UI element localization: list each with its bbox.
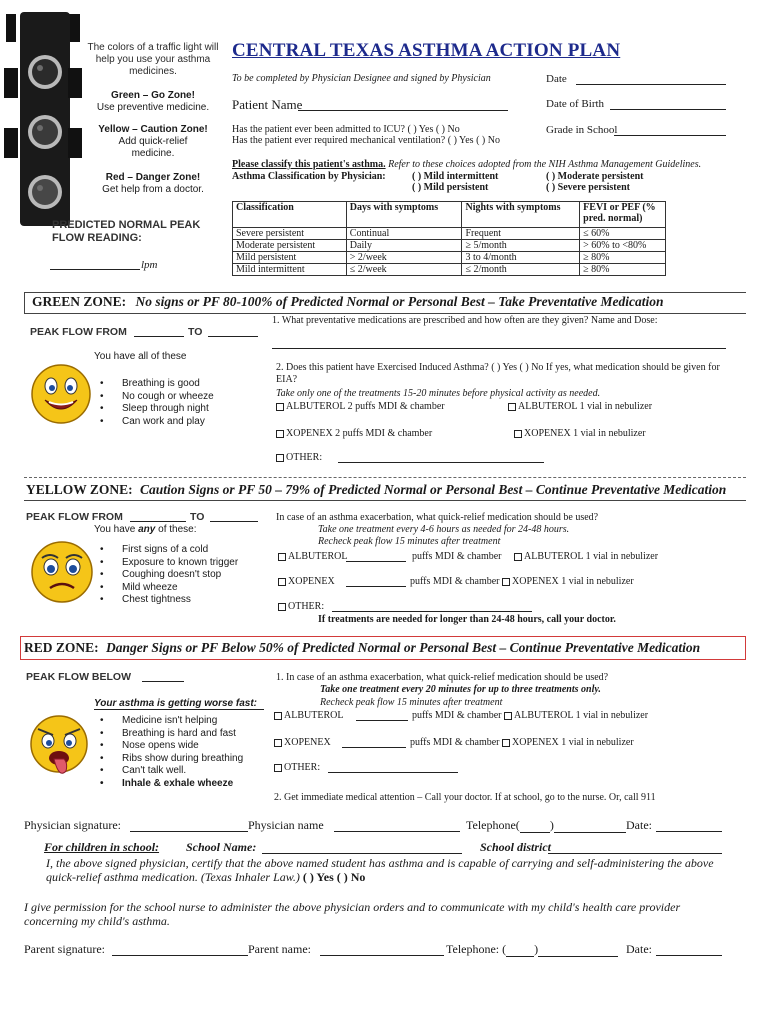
option-label: OTHER:	[284, 762, 321, 773]
checkbox[interactable]	[276, 454, 284, 462]
ventilation-question: Has the patient ever required mechanical ventilation? ( ) Yes ( ) No	[232, 135, 500, 146]
red-albuterol-option[interactable]	[274, 710, 343, 721]
red-other-option[interactable]	[274, 762, 320, 773]
red-worse-fast: Your asthma is getting worse fast:	[94, 698, 257, 709]
grade-label: Grade in School	[546, 124, 618, 136]
yellow-xopenex-puffs-label	[410, 576, 634, 587]
red-zone-label: RED ZONE:	[24, 640, 99, 655]
classify-italic: Refer to these choices adopted from the NIH Asthma Management Guidelines.	[385, 159, 702, 170]
puffs-label: puffs MDI & chamber	[410, 737, 500, 748]
table-cell: Moderate persistent	[233, 240, 347, 252]
green-albuterol-mdi-option[interactable]	[276, 401, 445, 412]
list-item: • Nose opens wide	[96, 740, 243, 753]
list-item: • Mild wheeze	[96, 582, 238, 595]
patient-name-label: Patient Name	[232, 97, 303, 112]
checkbox[interactable]	[514, 430, 522, 438]
yellow-symptom-list	[96, 544, 238, 607]
green-albuterol-neb-option[interactable]	[508, 401, 652, 412]
red-q1: 1. In case of an asthma exacerbation, what quick-relief medication should be used?	[276, 672, 609, 683]
yellow-peak-to-field[interactable]	[210, 511, 258, 522]
parent-telephone-label: Telephone: (	[446, 942, 507, 956]
checkbox[interactable]	[278, 603, 286, 611]
worried-face-icon	[30, 540, 94, 604]
option-mild-intermittent[interactable]: ( ) Mild intermittent	[412, 171, 499, 182]
checkbox[interactable]	[508, 403, 516, 411]
table-cell: > 60% to <80%	[580, 240, 666, 252]
green-q2: 2. Does this patient have Exercised Induced Asthma? ( ) Yes ( ) No If yes, what medication should be given for EIA?	[276, 362, 720, 385]
option-label: ALBUTEROL 1 vial in nebulizer	[524, 551, 659, 562]
list-item: • No cough or wheeze	[96, 391, 214, 404]
red-legend-title: Red – Danger Zone!	[105, 172, 201, 183]
traffic-light-intro: The colors of a traffic light will help you use your asthma medicines.	[87, 42, 219, 77]
lpm-unit: lpm	[141, 259, 158, 271]
children-in-school-label: For children in school:	[44, 840, 160, 854]
red-albuterol-puffs-label	[412, 710, 648, 721]
parent-telephone-field[interactable]	[538, 946, 618, 957]
physician-telephone	[466, 818, 626, 833]
table-cell: ≥ 80%	[580, 264, 666, 276]
red-q2: 2. Get immediate medical attention – Call your doctor. If at school, go to the nurse. Or, call 911	[274, 792, 656, 803]
table-header: Days with symptoms	[346, 202, 462, 228]
physician-signature-label: Physician signature:	[24, 818, 121, 832]
parent-permission: I give permission for the school nurse to administer the above physician orders and to communicate with my child's health care provider concerning my child's asthma.	[24, 900, 681, 928]
list-item: • Ribs show during breathing	[96, 753, 243, 766]
yellow-call-doctor-warning: If treatments are needed for longer than 24-48 hours, call your doctor.	[318, 614, 616, 625]
option-label: ALBUTEROL 2 puffs MDI & chamber	[286, 401, 445, 412]
list-item: • Medicine isn't helping	[96, 715, 243, 728]
option-label: XOPENEX 1 vial in nebulizer	[512, 737, 634, 748]
yellow-legend-desc: Add quick-relief medicine.	[118, 136, 188, 159]
option-label: XOPENEX 1 vial in nebulizer	[524, 428, 646, 439]
list-item: • Sleep through night	[96, 403, 214, 416]
option-mild-persistent[interactable]: ( ) Mild persistent	[412, 182, 489, 193]
green-legend-title: Green – Go Zone!	[111, 90, 195, 101]
yellow-have-any: You have any of these:	[94, 524, 197, 535]
option-label: OTHER:	[286, 452, 323, 463]
option-label: ALBUTEROL 1 vial in nebulizer	[514, 710, 649, 721]
yellow-zone-desc: Caution Signs or PF 50 – 79% of Predicted Normal or Personal Best – Continue Preventative Medication	[140, 482, 727, 497]
list-item: • Can work and play	[96, 416, 214, 429]
red-albuterol-puffs-field[interactable]	[356, 711, 408, 721]
certification-yes-no[interactable]: ( ) Yes ( ) No	[302, 870, 366, 884]
telephone-field[interactable]	[554, 822, 626, 833]
red-zone-legend	[86, 172, 220, 196]
physician-name-label: Physician name	[248, 818, 324, 832]
checkbox[interactable]	[274, 739, 282, 747]
green-q2-instructions: Take only one of the treatments 15-20 minutes before physical activity as needed.	[276, 388, 601, 399]
icu-question: Has the patient ever been admitted to ICU? ( ) Yes ( ) No	[232, 124, 460, 135]
option-label: ALBUTEROL 1 vial in nebulizer	[518, 401, 653, 412]
patient-name-field[interactable]	[298, 99, 508, 111]
date-label: Date	[546, 73, 567, 85]
happy-face-icon	[30, 363, 92, 425]
classify-instructions	[232, 159, 732, 170]
yellow-zone-header	[26, 482, 726, 498]
table-row	[233, 228, 666, 240]
parent-name-field[interactable]	[320, 944, 444, 956]
puffs-label: puffs MDI & chamber	[412, 710, 502, 721]
checkbox[interactable]	[278, 553, 286, 561]
green-zone-header	[32, 294, 664, 310]
classification-table	[232, 201, 666, 276]
table-header: Classification	[233, 202, 347, 228]
option-label: XOPENEX	[288, 576, 335, 587]
yellow-zone-label: YELLOW ZONE:	[26, 482, 133, 497]
parent-signature-label: Parent signature:	[24, 942, 105, 956]
parent-area-code-field[interactable]	[506, 946, 534, 957]
yellow-albuterol-puffs-label: puffs MDI & chamber	[412, 551, 502, 562]
telephone-close: )	[549, 818, 554, 832]
grade-field[interactable]	[614, 125, 726, 136]
table-cell: ≤ 2/month	[462, 264, 580, 276]
list-item: • Can't talk well.	[96, 765, 243, 778]
option-label: XOPENEX 2 puffs MDI & chamber	[286, 428, 433, 439]
yellow-other-option[interactable]	[278, 601, 324, 612]
red-recheck: Recheck peak flow 15 minutes after treatment	[320, 697, 503, 708]
table-cell: Mild persistent	[233, 252, 347, 264]
page-title: CENTRAL TEXAS ASTHMA ACTION PLAN	[232, 40, 621, 61]
date-field[interactable]	[576, 74, 726, 85]
traffic-light-icon	[2, 8, 88, 228]
table-header: FEVI or PEF (% pred. normal)	[580, 202, 666, 228]
red-symptom-list	[96, 715, 243, 790]
red-q1-instructions: Take one treatment every 20 minutes for up to three treatments only.	[320, 684, 601, 695]
yellow-peak-from-field[interactable]	[130, 511, 186, 522]
option-severe-persistent[interactable]: ( ) Severe persistent	[546, 182, 630, 193]
checkbox[interactable]	[274, 712, 282, 720]
table-cell: Mild intermittent	[233, 264, 347, 276]
green-peak-to-label: TO	[188, 326, 203, 338]
option-label: ALBUTEROL	[288, 551, 348, 562]
option-label: OTHER:	[288, 601, 325, 612]
green-peak-from-label: PEAK FLOW FROM	[30, 326, 127, 338]
yellow-xopenex-puffs-field[interactable]	[346, 577, 406, 587]
physician-name-field[interactable]	[334, 820, 460, 832]
yellow-albuterol-neb-option[interactable]	[514, 551, 658, 562]
checkbox[interactable]	[274, 764, 282, 772]
table-cell: Daily	[346, 240, 462, 252]
red-zone-desc: Danger Signs or PF Below 50% of Predicted Normal or Personal Best – Continue Preventative Medication	[106, 640, 701, 655]
table-cell: ≤ 60%	[580, 228, 666, 240]
list-item: • Inhale & exhale wheeze	[96, 778, 243, 791]
checkbox[interactable]	[504, 712, 512, 720]
table-cell: Frequent	[462, 228, 580, 240]
red-xopenex-puffs-field[interactable]	[342, 738, 406, 748]
red-peak-below-field[interactable]	[142, 671, 184, 682]
green-legend-desc: Use preventive medicine.	[96, 102, 210, 113]
table-cell: ≥ 5/month	[462, 240, 580, 252]
green-other-field[interactable]	[338, 453, 544, 463]
green-symptom-list	[96, 378, 214, 428]
green-q1-field[interactable]	[272, 339, 726, 349]
physician-date-label: Date:	[626, 818, 652, 832]
school-district-field[interactable]	[548, 842, 722, 854]
green-q1: 1. What preventative medications are prescribed and how often are they given? Name and Dose:	[272, 315, 658, 326]
red-xopenex-puffs-label	[410, 737, 634, 748]
physician-signature-field[interactable]	[130, 820, 248, 832]
page-subtitle: To be completed by Physician Designee and signed by Physician	[232, 73, 491, 84]
list-item: • Coughing doesn't stop	[96, 569, 238, 582]
list-item: • Exposure to known trigger	[96, 557, 238, 570]
red-worse-underline	[94, 709, 264, 710]
green-peak-to-field[interactable]	[208, 326, 258, 337]
distressed-face-icon	[26, 713, 92, 779]
table-cell: 3 to 4/month	[462, 252, 580, 264]
table-cell: ≥ 80%	[580, 252, 666, 264]
red-peak-below-label: PEAK FLOW BELOW	[26, 671, 131, 683]
green-zone-desc: No signs or PF 80-100% of Predicted Normal or Personal Best – Take Preventative Medication	[135, 294, 664, 309]
yellow-peak-from-label: PEAK FLOW FROM	[26, 511, 123, 523]
table-header: Nights with symptoms	[462, 202, 580, 228]
classification-label: Asthma Classification by Physician:	[232, 171, 386, 182]
red-other-field[interactable]	[328, 763, 458, 773]
table-row	[233, 264, 666, 276]
yellow-xopenex-option[interactable]	[278, 576, 335, 587]
checkbox[interactable]	[276, 403, 284, 411]
green-zone-legend	[86, 90, 220, 114]
school-name-label: School Name:	[186, 840, 257, 854]
parent-date-label: Date:	[626, 942, 652, 956]
parent-telephone-close: )	[534, 942, 539, 956]
list-item: • Chest tightness	[96, 594, 238, 607]
physician-date-field[interactable]	[656, 820, 722, 832]
predicted-peak-label: PREDICTED NORMAL PEAK FLOW READING:	[52, 219, 201, 244]
checkbox[interactable]	[514, 553, 522, 561]
yellow-recheck: Recheck peak flow 15 minutes after treatment	[318, 536, 501, 547]
option-moderate-persistent[interactable]: ( ) Moderate persistent	[546, 171, 644, 182]
parent-signature-field[interactable]	[112, 944, 248, 956]
predicted-peak-field[interactable]	[50, 258, 140, 270]
school-name-field[interactable]	[262, 842, 462, 854]
parent-name-label: Parent name:	[248, 942, 311, 956]
parent-date-field[interactable]	[656, 944, 722, 956]
telephone-label: Telephone(	[466, 818, 520, 832]
table-row	[233, 252, 666, 264]
option-label: XOPENEX 1 vial in nebulizer	[512, 576, 634, 587]
physician-certification	[46, 856, 736, 884]
option-label: ALBUTEROL	[284, 710, 344, 721]
green-zone-label: GREEN ZONE:	[32, 294, 127, 309]
checkbox[interactable]	[276, 430, 284, 438]
yellow-q1: In case of an asthma exacerbation, what quick-relief medication should be used?	[276, 512, 599, 523]
green-peak-from-field[interactable]	[134, 326, 184, 337]
yellow-legend-title: Yellow – Caution Zone!	[98, 124, 208, 135]
checkbox[interactable]	[502, 578, 510, 586]
yellow-other-field[interactable]	[332, 602, 532, 612]
parent-telephone	[446, 942, 618, 957]
dob-field[interactable]	[610, 99, 726, 110]
yellow-albuterol-option[interactable]	[278, 551, 347, 562]
option-label: XOPENEX	[284, 737, 331, 748]
yellow-zone-legend	[86, 124, 220, 160]
dob-label: Date of Birth	[546, 98, 605, 110]
classify-bold: Please classify this patient's asthma.	[232, 159, 386, 170]
yellow-peak-to-label: TO	[190, 511, 205, 523]
list-item: • First signs of a cold	[96, 544, 238, 557]
certification-text: I, the above signed physician, certify that the above named student has asthma and is capable of carrying and self-administering the above quick-relief asthma medication. (Texas Inhaler Law.)	[46, 856, 714, 884]
red-legend-desc: Get help from a doctor.	[102, 184, 204, 195]
list-item: • Breathing is hard and fast	[96, 728, 243, 741]
green-have-all: You have all of these	[94, 351, 187, 362]
green-xopenex-mdi-option[interactable]	[276, 428, 432, 439]
table-cell: > 2/week	[346, 252, 462, 264]
table-row	[233, 240, 666, 252]
red-xopenex-option[interactable]	[274, 737, 331, 748]
yellow-q1-instructions: Take one treatment every 4-6 hours as needed for 24-48 hours.	[318, 524, 570, 535]
red-zone-header	[24, 640, 700, 656]
table-cell: ≤ 2/week	[346, 264, 462, 276]
puffs-label: puffs MDI & chamber	[410, 576, 500, 587]
area-code-field[interactable]	[520, 822, 550, 833]
list-item: • Breathing is good	[96, 378, 214, 391]
checkbox[interactable]	[502, 739, 510, 747]
table-cell: Severe persistent	[233, 228, 347, 240]
yellow-albuterol-puffs-field[interactable]	[346, 552, 406, 562]
green-xopenex-neb-option[interactable]	[514, 428, 646, 439]
school-district-label: School district	[480, 840, 552, 854]
table-cell: Continual	[346, 228, 462, 240]
green-other-option[interactable]	[276, 452, 322, 463]
checkbox[interactable]	[278, 578, 286, 586]
